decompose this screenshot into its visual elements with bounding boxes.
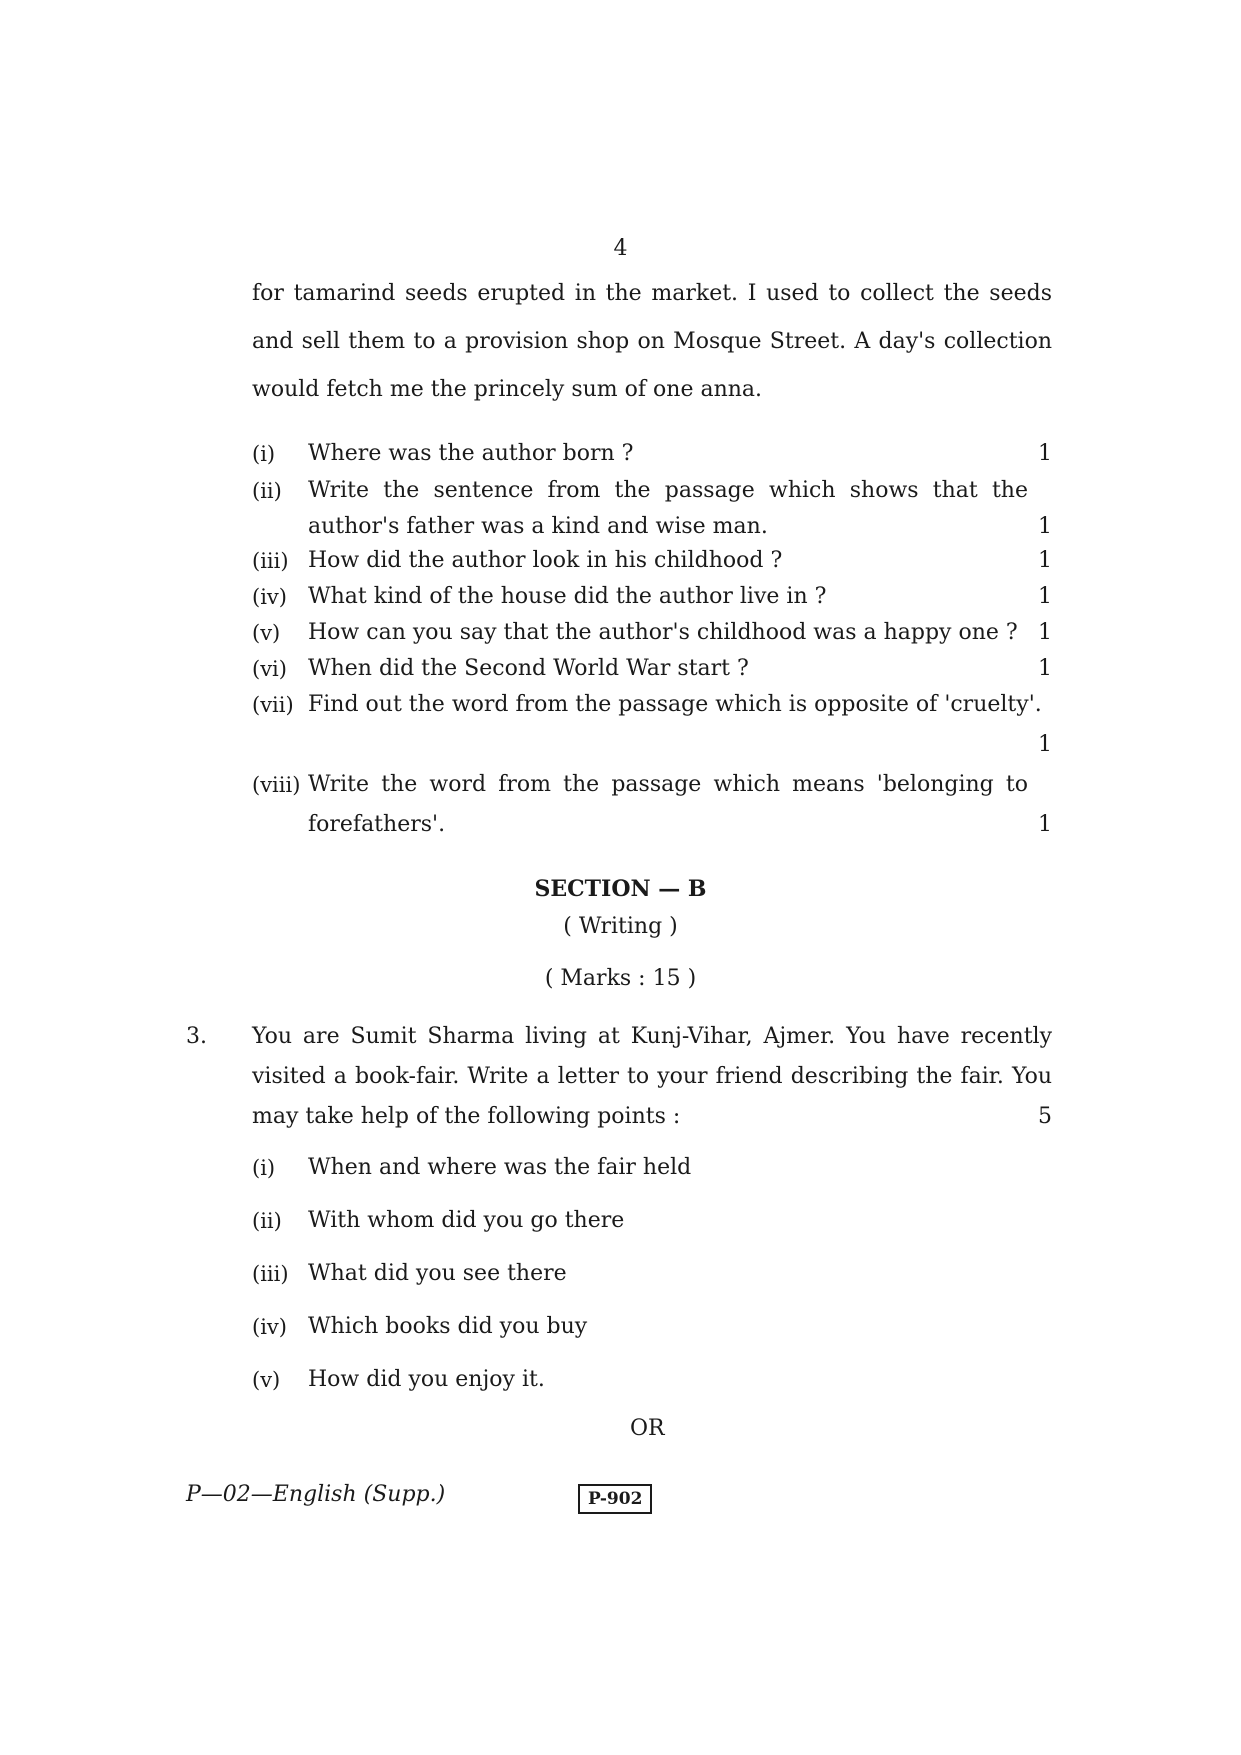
question-text: What kind of the house did the author live in ? — [308, 584, 827, 609]
question-mark: 1 — [1038, 514, 1052, 539]
question-number: (i) — [252, 442, 276, 466]
question-number: (vii) — [252, 693, 294, 717]
question-3-mark: 5 — [1038, 1104, 1052, 1129]
letter-point — [252, 1201, 1052, 1254]
point-number: (iv) — [252, 1315, 287, 1339]
question-item — [252, 613, 1052, 653]
section-subtitle: ( Writing ) — [563, 914, 678, 939]
question-mark: 1 — [1038, 812, 1052, 837]
question-item — [252, 685, 1052, 765]
question-mark: 1 — [1038, 656, 1052, 681]
point-text: Which books did you buy — [308, 1314, 588, 1339]
question-number: (vi) — [252, 657, 287, 681]
question-item — [252, 434, 1052, 474]
question-item — [252, 577, 1052, 617]
letter-point — [252, 1307, 1052, 1360]
letter-point — [252, 1148, 1052, 1201]
question-3 — [186, 1017, 1052, 1137]
question-number: (iii) — [252, 549, 289, 573]
question-3-body: You are Sumit Sharma living at Kunj-Vihar, Ajmer. You have recently visited a book-fair. Write a letter to your friend describing the fair. You may take help of the following points : — [252, 1024, 1052, 1129]
section-title: SECTION — B — [534, 876, 707, 902]
question-text: Write the sentence from the passage which shows that the author's father was a kind and wise man. — [308, 478, 1028, 539]
letter-point — [252, 1360, 1052, 1413]
question-text: How did the author look in his childhood ? — [308, 548, 783, 573]
page-number: 4 — [613, 236, 628, 261]
question-mark: 1 — [1038, 620, 1052, 645]
point-text: When and where was the fair held — [308, 1155, 692, 1180]
or-divider: OR — [630, 1416, 665, 1441]
point-number: (i) — [252, 1156, 276, 1180]
paper-code-badge: P-902 — [578, 1484, 652, 1514]
point-text: With whom did you go there — [308, 1208, 625, 1233]
question-item — [252, 471, 1052, 545]
question-text: How can you say that the author's childhood was a happy one ? — [308, 620, 1018, 645]
question-mark: 1 — [1038, 441, 1052, 466]
question-mark: 1 — [1038, 584, 1052, 609]
question-3-number: 3. — [186, 1024, 207, 1049]
question-number: (v) — [252, 621, 281, 645]
question-number: (iv) — [252, 585, 287, 609]
letter-point — [252, 1254, 1052, 1307]
question-item — [252, 765, 1052, 845]
question-text: Write the word from the passage which means 'belonging to forefathers'. — [308, 772, 1028, 837]
point-text: What did you see there — [308, 1261, 567, 1286]
question-number: (ii) — [252, 479, 282, 503]
point-number: (v) — [252, 1368, 281, 1392]
question-mark: 1 — [1038, 548, 1052, 573]
question-mark: 1 — [1038, 732, 1052, 757]
question-text: Find out the word from the passage which is opposite of 'cruelty'. — [308, 692, 1042, 717]
footer-paper-code: P—02—English (Supp.) — [186, 1482, 446, 1507]
question-text: When did the Second World War start ? — [308, 656, 749, 681]
letter-points-list — [252, 1148, 1052, 1413]
question-number: (viii) — [252, 773, 301, 797]
point-number: (iii) — [252, 1262, 289, 1286]
question-item — [252, 541, 1052, 581]
section-marks: ( Marks : 15 ) — [544, 966, 697, 991]
question-list — [252, 434, 1052, 845]
question-text: Where was the author born ? — [308, 441, 634, 466]
passage-text: for tamarind seeds erupted in the market. I used to collect the seeds and sell them to a provision shop on Mosque Street. A day's collection would fetch me the princely sum of one anna. — [252, 281, 1052, 402]
point-number: (ii) — [252, 1209, 282, 1233]
question-item — [252, 649, 1052, 689]
question-3-text — [252, 1017, 1052, 1137]
point-text: How did you enjoy it. — [308, 1367, 545, 1392]
